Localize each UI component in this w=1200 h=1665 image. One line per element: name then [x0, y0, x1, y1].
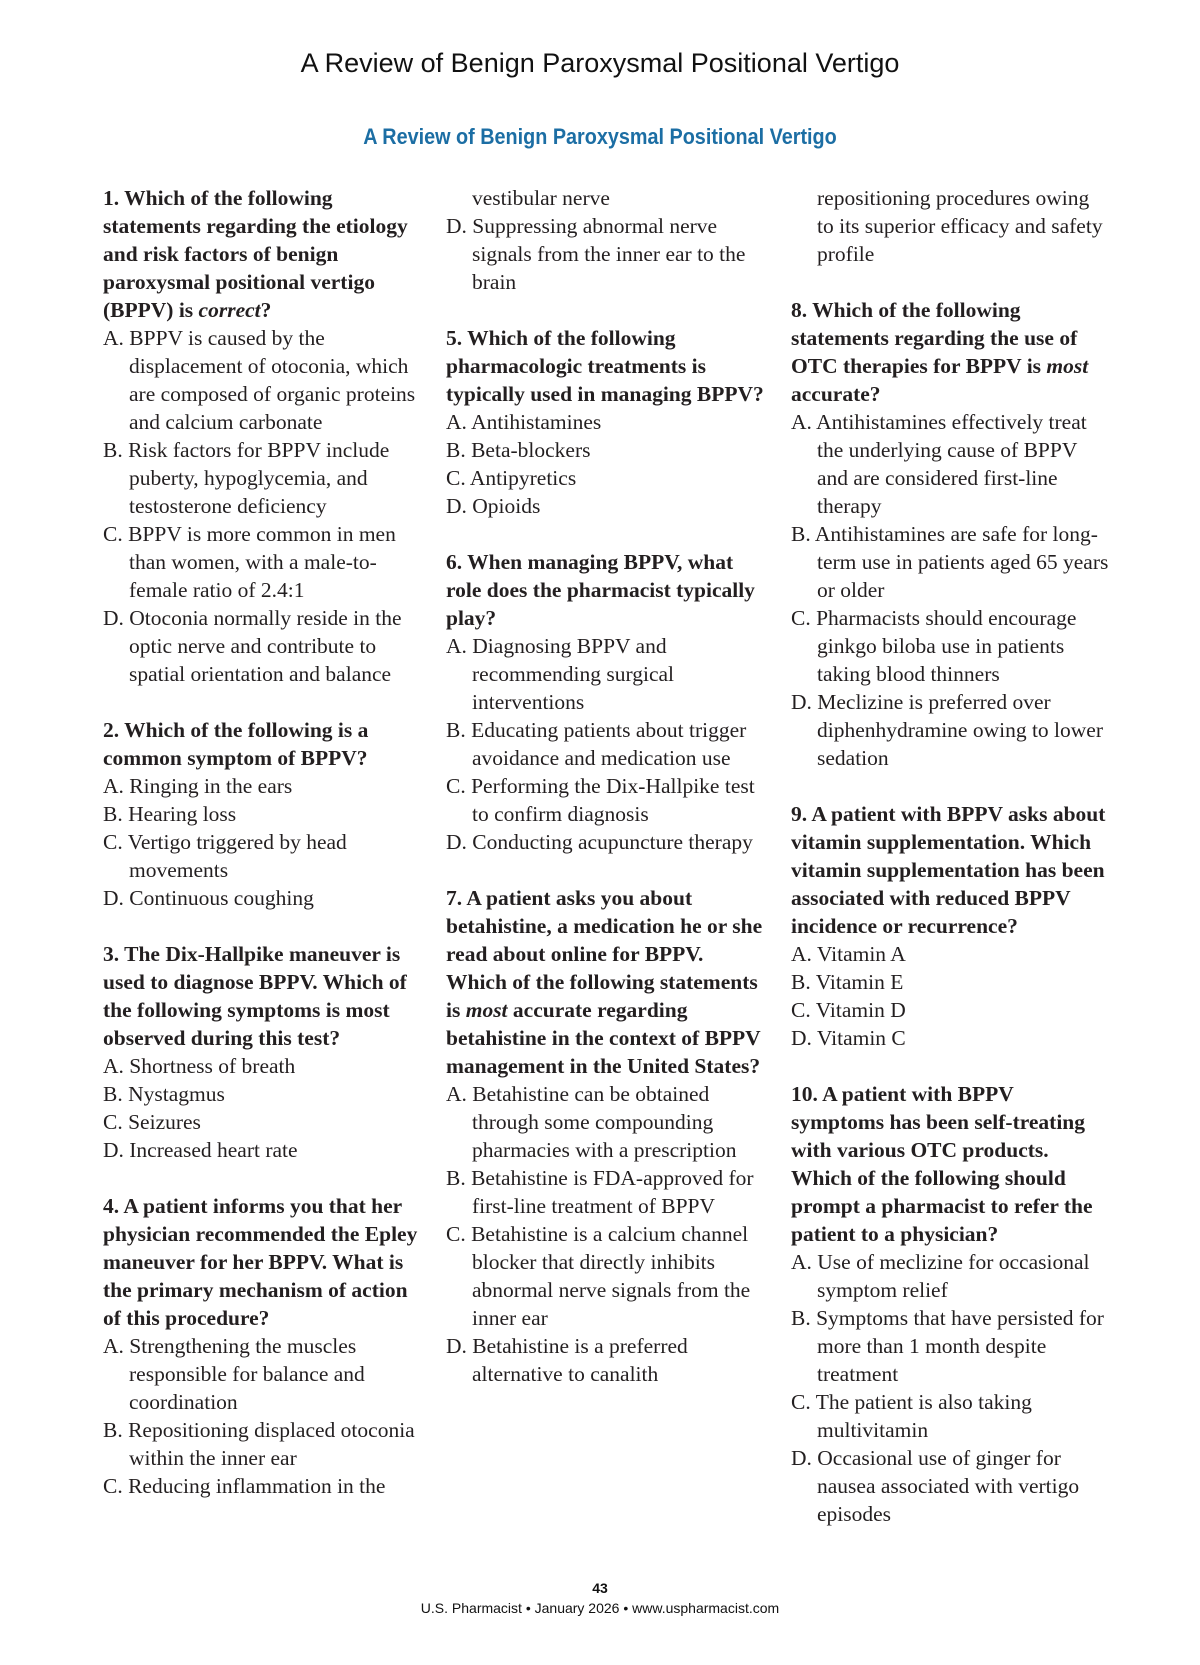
question-stem: 10. A patient with BPPV symptoms has been self-treating with various OTC products. Which of the following should prompt a pharmacist to refer the patient to a physician? [791, 1082, 1093, 1246]
question-8 [791, 296, 1111, 772]
answer-option-continued: vestibular nerve [472, 186, 610, 210]
column-3 [791, 184, 1111, 1528]
answer-option: B. Symptoms that have persisted for more than 1 month despite treatment [791, 1306, 1104, 1386]
column-1 [103, 184, 418, 1500]
answer-option: D. Occasional use of ginger for nausea associated with vertigo episodes [791, 1446, 1080, 1526]
answer-option: C. Antipyretics [446, 466, 577, 490]
question-3 [103, 940, 418, 1164]
answer-option: C. BPPV is more common in men than women, with a male-to-female ratio of 2.4:1 [103, 522, 396, 602]
answer-option: D. Opioids [446, 494, 541, 518]
answer-option: A. Shortness of breath [103, 1054, 296, 1078]
question-10 [791, 1080, 1111, 1528]
answer-option: B. Repositioning displaced otoconia within the inner ear [103, 1418, 415, 1470]
question-4 [103, 1192, 418, 1500]
question-7-continued [791, 184, 1111, 268]
answer-option: A. BPPV is caused by the displacement of otoconia, which are composed of organic proteins and calcium carbonate [103, 326, 416, 434]
running-head: A Review of Benign Paroxysmal Positional Vertigo [300, 48, 900, 78]
answer-option: D. Increased heart rate [103, 1138, 298, 1162]
question-2 [103, 716, 418, 912]
answer-option: A. Betahistine can be obtained through some compounding pharmacies with a prescription [446, 1082, 737, 1162]
answer-option: D. Vitamin C [791, 1026, 906, 1050]
question-5 [446, 324, 766, 520]
answer-option: B. Vitamin E [791, 970, 904, 994]
answer-option: A. Strengthening the muscles responsible for balance and coordination [103, 1334, 365, 1414]
answer-option: A. Antihistamines [446, 410, 602, 434]
answer-option: B. Risk factors for BPPV include puberty, hypoglycemia, and testosterone deficiency [103, 438, 390, 518]
answer-option: D. Conducting acupuncture therapy [446, 830, 753, 854]
answer-option: D. Continuous coughing [103, 886, 314, 910]
answer-option: B. Antihistamines are safe for long-term use in patients aged 65 years or older [791, 522, 1109, 602]
answer-option: C. Betahistine is a calcium channel blocker that directly inhibits abnormal nerve signals from the inner ear [446, 1222, 751, 1330]
answer-option: A. Antihistamines effectively treat the underlying cause of BPPV and are considered first-line therapy [791, 410, 1087, 518]
answer-option: B. Beta-blockers [446, 438, 591, 462]
answer-option: A. Ringing in the ears [103, 774, 293, 798]
page-number: 43 [592, 1580, 608, 1596]
question-stem: 8. Which of the following statements regarding the use of OTC therapies for BPPV is most accurate? [791, 298, 1089, 406]
question-stem: 4. A patient informs you that her physician recommended the Epley maneuver for her BPPV. What is the primary mechanism of action of this procedure? [103, 1194, 418, 1330]
answer-option: C. Vertigo triggered by head movements [103, 830, 347, 882]
answer-option: A. Diagnosing BPPV and recommending surgical interventions [446, 634, 675, 714]
question-6 [446, 548, 766, 856]
answer-option-continued: repositioning procedures owing to its superior efficacy and safety profile [817, 186, 1103, 266]
question-stem: 2. Which of the following is a common symptom of BPPV? [103, 718, 369, 770]
question-stem: 9. A patient with BPPV asks about vitamin supplementation. Which vitamin supplementation has been associated with reduced BPPV incidence or recurrence? [791, 802, 1106, 938]
answer-option: B. Educating patients about trigger avoidance and medication use [446, 718, 747, 770]
answer-option: A. Use of meclizine for occasional symptom relief [791, 1250, 1090, 1302]
question-stem: 6. When managing BPPV, what role does the pharmacist typically play? [446, 550, 755, 630]
answer-option: C. Performing the Dix-Hallpike test to confirm diagnosis [446, 774, 755, 826]
question-stem: 7. A patient asks you about betahistine, a medication he or she read about online for BPPV. Which of the following statements is most accurate regarding betahistine in the context of BPPV management in the United States? [446, 886, 763, 1078]
publication-footer: U.S. Pharmacist • January 2026 • www.uspharmacist.com [420, 1600, 780, 1616]
answer-option: D. Suppressing abnormal nerve signals from the inner ear to the brain [446, 214, 746, 294]
answer-option: C. The patient is also taking multivitamin [791, 1390, 1032, 1442]
answer-option: C. Pharmacists should encourage ginkgo biloba use in patients taking blood thinners [791, 606, 1077, 686]
question-7 [446, 884, 766, 1388]
answer-option: D. Meclizine is preferred over diphenhydramine owing to lower sedation [791, 690, 1104, 770]
answer-option: C. Vitamin D [791, 998, 906, 1022]
answer-option: A. Vitamin A [791, 942, 906, 966]
question-9 [791, 800, 1111, 1052]
article-title: A Review of Benign Paroxysmal Positional Vertigo [363, 124, 837, 149]
question-stem: 5. Which of the following pharmacologic treatments is typically used in managing BPPV? [446, 326, 764, 406]
answer-option: B. Hearing loss [103, 802, 237, 826]
question-stem: 3. The Dix-Hallpike maneuver is used to diagnose BPPV. Which of the following symptoms is most observed during this test? [103, 942, 407, 1050]
answer-option: B. Betahistine is FDA-approved for first-line treatment of BPPV [446, 1166, 754, 1218]
column-2 [446, 184, 766, 1388]
question-4-continued [446, 184, 766, 296]
answer-option: D. Betahistine is a preferred alternative to canalith [446, 1334, 688, 1386]
question-1 [103, 184, 418, 688]
answer-option: D. Otoconia normally reside in the optic nerve and contribute to spatial orientation and balance [103, 606, 402, 686]
answer-option: B. Nystagmus [103, 1082, 225, 1106]
question-stem: 1. Which of the following statements regarding the etiology and risk factors of benign paroxysmal positional vertigo (BPPV) is correct? [103, 186, 408, 322]
answer-option: C. Seizures [103, 1110, 201, 1134]
answer-option: C. Reducing inflammation in the [103, 1474, 386, 1498]
